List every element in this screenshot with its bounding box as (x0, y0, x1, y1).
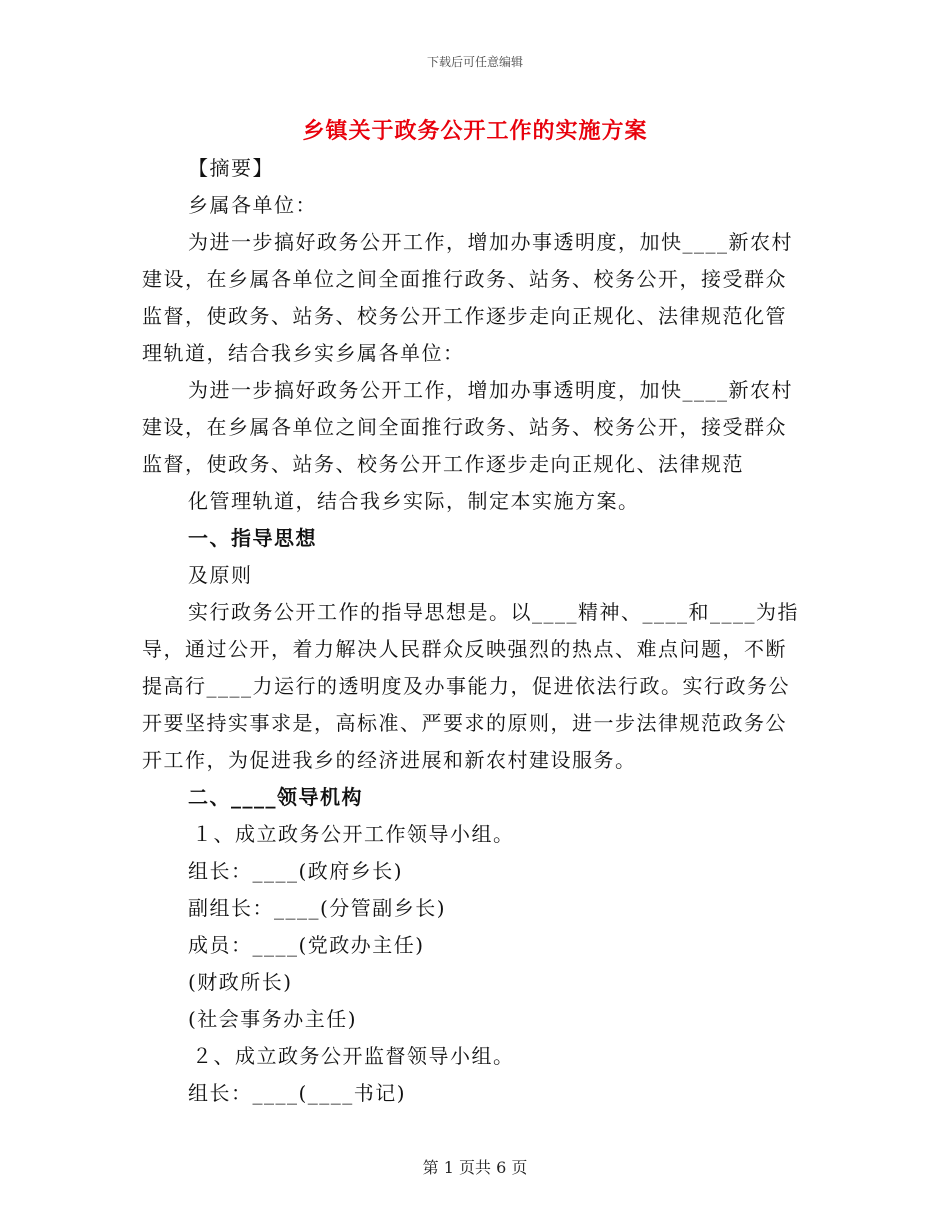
paragraph: 为进一步搞好政务公开工作，增加办事透明度，加快____新农村建设，在乡属各单位之间全面推行政务、站务、校务公开，接受群众监督，使政务、站务、校务公开工作逐步走向正规化、法律规范化管理轨道，结合我乡实乡属各单位： (142, 230, 793, 365)
list-item: ２、成立政务公开监督领导小组。 (192, 1044, 515, 1068)
list-item: 副组长：____(分管副乡长) (188, 896, 447, 920)
document-body (142, 150, 806, 1112)
section-heading: 二、____领导机构 (188, 785, 363, 809)
page-header: 下载后可任意编辑 (426, 55, 523, 69)
list-item: 成员：____(党政办主任) (188, 933, 425, 957)
summary-label: 【摘要】 (188, 156, 274, 180)
list-item: (社会事务办主任) (188, 1007, 358, 1031)
list-item: 组长：____(____书记) (188, 1081, 407, 1105)
salutation: 乡属各单位： (188, 193, 317, 217)
list-item: (财政所长) (188, 970, 293, 994)
list-item: １、成立政务公开工作领导小组。 (192, 822, 515, 846)
list-item: 组长：____(政府乡长) (188, 859, 404, 883)
paragraph: 及原则 (188, 563, 253, 587)
page-footer: 第 1 页共 6 页 (422, 1158, 528, 1177)
paragraph: 为进一步搞好政务公开工作，增加办事透明度，加快____新农村建设，在乡属各单位之间全面推行政务、站务、校务公开，接受群众监督，使政务、站务、校务公开工作逐步走向正规化、法律规范 (142, 378, 793, 476)
document-title: 乡镇关于政务公开工作的实施方案 (302, 118, 648, 144)
paragraph: 化管理轨道，结合我乡实际，制定本实施方案。 (188, 489, 640, 513)
section-heading: 一、指导思想 (188, 526, 317, 550)
paragraph: 实行政务公开工作的指导思想是。以____精神、____和____为指导，通过公开，着力解决人民群众反映强烈的热点、难点问题，不断提高行____力运行的透明度及办事能力，促进依法行政。实行政务公开要坚持实事求是，高标准、严要求的原则，进一步法律规范政务公开工作，为促进我乡的经济进展和新农村建设服务。 (142, 600, 799, 772)
